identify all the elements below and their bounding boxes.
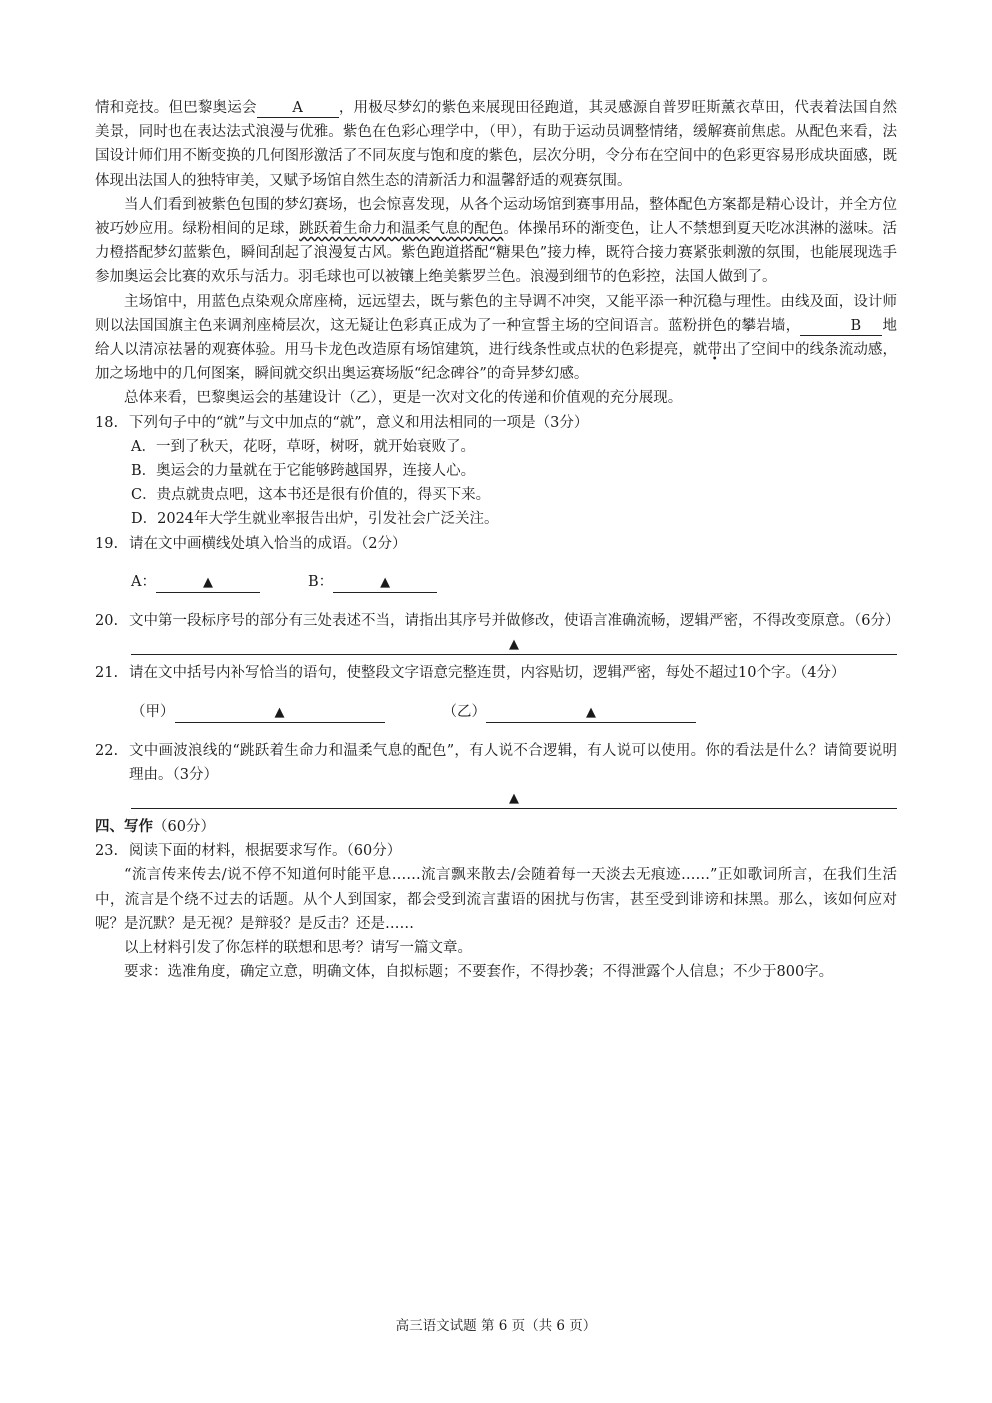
question-number: 23. [95,843,119,860]
triangle-icon: ▲ [509,637,519,653]
answer-blank-a[interactable]: ▲ [156,575,260,593]
answer-blank-jia[interactable]: ▲ [175,705,385,723]
answer-row-21 [131,700,897,724]
label-b: B： [307,574,334,591]
question-23 [95,839,897,863]
question-18 [95,411,897,435]
section-points: （60分） [153,819,215,836]
text: 带出了空间中的线条流动感，加之场地中的几何图案，瞬间就交织出奥运赛场版“纪念碑谷”的奇异梦幻感。 [95,342,898,383]
writing-requirements: 要求：选准角度，确定立意，明确文体，自拟标题；不要套作，不得抄袭；不得泄露个人信息；不少于800字。 [124,964,834,981]
answer-line-22[interactable] [131,791,897,809]
question-number: 19. [95,535,119,552]
label-a: A： [131,574,156,591]
page-footer: 高三语文试题 第 6 页（共 6 页） [395,1318,597,1334]
question-text: 文中画波浪线的“跳跃着生命力和温柔气息的配色”，有人说不合逻辑，有人说可以使用。你的看法是什么？请简要说明理由。（3分） [129,742,897,783]
question-20 [95,609,900,633]
option-d: D．2024年大学生就业率报告出炉，引发社会广泛关注。 [131,511,499,528]
option-c: C．贵点就贵点吧，这本书还是很有价值的，得买下来。 [131,487,491,504]
blank-b: B [800,318,882,336]
text: 情和竞技。但巴黎奥运会 [95,100,257,116]
passage-paragraph-3 [95,290,897,387]
question-text: 下列句子中的“就”与文中加点的“就”，意义和用法相同的一项是（3分） [129,414,589,431]
dotted-character: 就 [692,342,708,359]
exam-page [95,96,900,985]
text: ，用极尽梦幻的紫色来展现田径跑道，其灵感源自普罗旺斯薰衣草田，代表着法国自然美景，同时也在表达法式浪漫与优雅。紫色在色彩心理学中，（甲），有助于运动员调整情绪，缓解赛前焦虑。从配色来看，法国设计师们用不断变换的几何图形激活了不同灰度与饱和度的紫色，层次分明，令分布在空间中的色彩更容易形成块面感，既体现出法国人的独特审美，又赋予场馆自然生态的清新活力和温馨舒适的观赛氛围。 [95,100,898,189]
answer-blank-b[interactable]: ▲ [333,575,437,593]
passage-paragraph-2 [95,193,897,290]
text: 当人们看到被紫色包围的梦幻赛场，也会惊喜发现，从各个运动场馆到赛事用品，整体配色方案都是精心设计，并全方位被巧妙应用。绿粉相间的足球， [95,196,897,238]
option-a: A．一到了秋天，花呀，草呀，树呀，就开始衰败了。 [131,438,475,455]
answer-row-19 [131,570,897,594]
question-text: 阅读下面的材料，根据要求写作。（60分） [129,843,402,860]
text: 地给人以清凉祛暑的观赛体验。用马卡龙色改造原有场馆建筑，进行线条性或点状的色彩提亮， [95,317,898,359]
passage-paragraph-1 [95,96,897,193]
question-number: 20. [95,613,119,630]
label-jia: （甲） [131,703,175,720]
wavy-underlined-phrase: 跳跃着生命力和温柔气息的配色 [299,221,504,238]
label-yi: （乙） [442,703,486,720]
question-number: 22. [95,742,119,759]
section-title: 四、写作 [95,819,153,836]
triangle-icon: ▲ [509,791,519,807]
question-number: 21. [95,665,119,682]
answer-line-20[interactable] [131,637,897,655]
option-b: B．奥运会的力量就在于它能够跨越国界，连接人心。 [131,463,476,480]
question-number: 18. [95,414,119,431]
passage-paragraph-4: 总体来看，巴黎奥运会的基建设计（乙），更是一次对文化的传递和价值观的充分展现。 [124,390,683,407]
question-text: 请在文中画横线处填入恰当的成语。（2分） [129,535,407,552]
question-text: 文中第一段标序号的部分有三处表述不当，请指出其序号并做修改，使语言准确流畅，逻辑严密，不得改变原意。（6分） [129,613,900,630]
question-text: 请在文中括号内补写恰当的语句，使整段文字语意完整连贯，内容贴切，逻辑严密，每处不超过10个字。（4分） [129,665,846,682]
blank-a: A [257,100,339,118]
question-22 [95,739,897,787]
text: 主场馆中，用蓝色点染观众席座椅，远远望去，既与紫色的主导调不冲突，又能平添一种沉稳与理性。由线及面，设计师则以法国国旗主色来调剂座椅层次，这无疑让色彩真正成为了一种宣誓主场的空间语言。蓝粉拼色的攀岩墙， [95,293,897,334]
writing-material: “流言传来传去/说不停不知道何时能平息……流言飘来散去/会随着每一天淡去无痕迹……”正如歌词所言，在我们生活中，流言是个绕不过去的话题。从个人到国家，都会受到流言蜚语的困扰与伤害，甚至受到诽谤和抹黑。那么，该如何应对呢？是沉默？是无视？是辩驳？是反击？还是…… [95,867,897,932]
text: 。体操吊环的渐变色，让人不禁想到夏天吃冰淇淋的滋味。活力橙搭配梦幻蓝紫色，瞬间刮起了浪漫复古风。紫色跑道搭配“糖果色”接力棒，既符合接力赛紧张刺激的氛围，也能展现选手参加奥运会比赛的欢乐与活力。羽毛球也可以被镶上绝美紫罗兰色。浪漫到细节的色彩控，法国人做到了。 [95,221,898,286]
section-heading [95,815,897,839]
writing-prompt: 以上材料引发了你怎样的联想和思考？请写一篇文章。 [124,940,472,957]
answer-blank-yi[interactable]: ▲ [486,705,696,723]
question-19 [95,532,897,556]
question-21 [95,661,897,685]
